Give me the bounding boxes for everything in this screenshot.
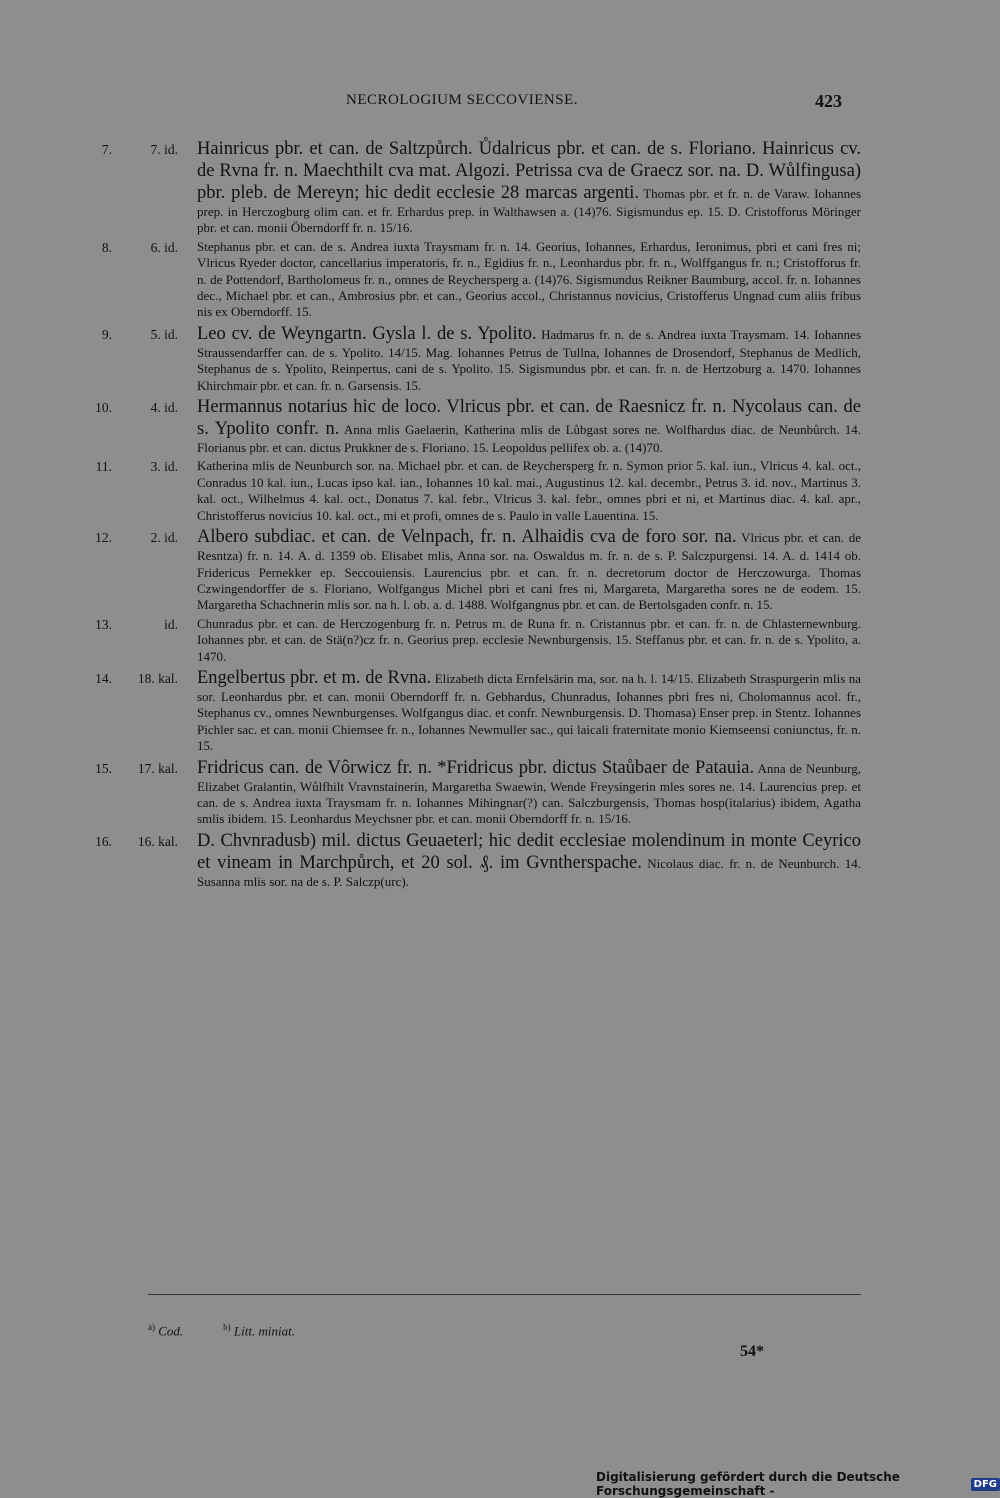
entry-body [197,239,861,321]
entry-date: 2. id. [150,530,178,546]
entry-number: 9. [101,326,112,342]
entry-body [197,830,861,890]
entry-main-text: Hainricus pbr. et can. de Saltzpůrch. Ůdalricus pbr. et can. de s. Floriano. Hainricus cv. de Rvna fr. n. Maechthilt cva mat. Algozi. Petrissa cva de Graecz sor. na. D. Wůlfingusa) pbr. pleb. de Mereyn; hic dedit ecclesie 28 marcas argenti. [197,139,861,203]
necrology-entry [0,830,1000,890]
entry-body [197,458,861,524]
entry-date: 4. id. [150,400,178,416]
entry-additions-text: Chunradus pbr. et can. de Herczogenburg fr. n. Petrus m. de Runa fr. n. Cristannus pbr. et can. fr. n. de Chlasternewnburg. Iohannes pbr. et can. de Stä(n?)cz fr. n. Georius prep. ecclesie Newnburgensis. 15. Steffanus pbr. et can. fr. n. de s. Ypolito, a. 1470. [197,615,861,664]
footnotes [148,1322,648,1339]
entry-number: 12. [95,530,112,546]
footnote-mark: b) [223,1322,231,1332]
entry-number: 7. [101,142,112,157]
entry-number: 15. [95,760,112,776]
entry-main-text: Engelbertus pbr. et m. de Rvna. [197,667,432,688]
entry-body [197,323,861,394]
necrology-entry [0,667,1000,755]
footnote-text: Litt. miniat. [233,1323,295,1339]
entry-body [197,396,861,456]
entry-number: 16. [95,833,112,849]
entry-date: 18. kal. [137,670,178,686]
necrology-entry [0,526,1000,614]
sheet-signature: 54* [740,1343,764,1360]
entry-date: 7. id. [150,142,178,157]
entry-additions-text: Katherina mlis de Neunburch sor. na. Michael pbr. et can. de Reychersperg fr. n. Symon prior 5. kal. iun., Vlricus 4. kal. oct., Conradus 10 kal. iun., Lucas ipso kal. ian., Iohannes 10 kal. mai., Augustinus 12. kal. decembr., Petrus 3. id. nov., Martinus 3. kal. oct., Wilhelmus 4. kal. oct., Donatus 7. kal. febr., Vlricus 3. kal. febr., omnes pbri et ni, et Martinus diac. 4. kal. apr., Christofferus novicius 10. kal. oct., mi et profi, omnes de s. Paulo in valle Lauentina. 15. [197,458,861,523]
entry-date: 5. id. [150,326,178,342]
running-title: NECROLOGIUM SECCOVIENSE. [346,92,579,108]
entry-body [197,616,861,665]
entry-number: 11. [95,459,112,475]
entry-body [197,757,861,828]
entry-number: 14. [95,670,112,686]
footnote [223,1322,295,1339]
entry-additions-text: Anna mlis Gaelaerin, Katherina mlis de Lůbgast sores ne. Wolfhardus diac. de Neunbůrch. 14. Florianus pbr. et can. dictus Prukkner de s. Floriano. 15. Leopoldus pellifex ob. a. (14)70. [197,422,861,456]
necrology-entry [0,757,1000,828]
necrology-entry [0,396,1000,456]
page-header [0,92,1000,116]
page-number: 423 [815,91,842,111]
entry-additions-text: Vlricus pbr. et can. de Resntza) fr. n. 14. A. d. 1359 ob. Elisabet mlis, Anna sor. na. Oswaldus m. fr. n. de s. P. Salczpurgensi. 14. A. d. 1414 ob. Fridericus Pernekker ep. Seccouiensis. Laurencius pbr. et can. fr. n. decretorum doctor de Herczowurga. Thomas Czwingendorffer de s. Floriano, Wolfgangus Michel pbri et cani fres ni, Margareta, Margaretha sores ne de eodem. 15. Margaretha Schachnerin mlis sor. na h. l. ob. a. d. 1488. Wolfgangnus pbr. et can. de Bertolsgaden confr. n. 15. [197,530,862,613]
footnote-text: Cod. [158,1323,184,1339]
entry-number: 13. [95,616,112,632]
entry-main-text: Albero subdiac. et can. de Velnpach, fr. n. Alhaidis cva de foro sor. na. [197,527,737,548]
necrology-entry [0,138,1000,237]
entry-date: id. [164,616,178,632]
digitization-note: Digitalisierung gefördert durch die Deutsche Forschungsgemeinschaft - [596,1470,900,1498]
entry-main-text: Hermannus notarius hic de loco. Vlricus pbr. et can. de Raesnicz fr. n. Nycolaus can. de s. Ypolito confr. n. [197,397,861,440]
necrology-entries [0,138,1000,892]
entry-body [197,526,861,614]
entry-additions-text: Hadmarus fr. n. de s. Andrea iuxta Traysmam. 14. Iohannes Straussendarffer can. de s. Ypolito. 14/15. Mag. Iohannes Petrus de Tullna, Iohannes de Drosendorf, Stephanus de Medlich, Stephanus de s. Ypolito, Reinpertus, cani de s. Ypolito. 15. Sigismundus pbr. et can. fr. n. de Hertzoburg a. 1470. Iohannes Khirchmair pbr. et can. fr. n. Garsensis. 15. [197,326,861,393]
entry-main-text: Fridricus can. de Vôrwicz fr. n. *Fridricus pbr. dictus Staůbaer de Patauia. [197,757,755,778]
necrology-entry [0,239,1000,321]
necrology-entry [0,616,1000,665]
necrology-entry [0,323,1000,394]
entry-date: 17. kal. [137,760,178,776]
entry-date: 6. id. [150,239,178,255]
entry-additions-text: Anna de Neunburg, Elizabet Gralantin, Wůlfhilt Vravnstainerin, Margaretha Swaewin, Wende Freysingerin mles sores ne. 14. Laurencius prep. et can. de s. Andrea iuxta Traysmam fr. n. Iohannes Mihingnar(?) can. Salczburgensis, Thomas hosp(italarius) ibidem, Agatha smlis ibidem. 15. Leonhardus Meychsner pbr. et can. monii Oberndorff fr. n. 15/16. [197,760,861,827]
entry-main-text: D. Chvnradusb) mil. dictus Geuaeterl; hic dedit ecclesiae molendinum in monte Ceyrico et vineam in Marchpůrch, et 20 sol. ₰. im Gvntherspache. [197,830,861,873]
entry-date: 16. kal. [137,833,178,849]
entry-additions-text: Elizabeth dicta Ernfelsärin ma, sor. na h. l. 14/15. Elizabeth Straspurgerin mlis na sor. Leonhardus pbr. et can. monii Oberndorff fr. n. Gebhardus, Chunradus, Iohannes pbri fres ni, Cholomannus acol. fr., Stephanus cv., omnes Newnburgenses. Wolfgangus diac. et confr. Newnburgensis. D. Thomasa) Enser prep. in Stentz. Iohannes Pichler sac. et can. monii Chiemsee fr. n., Iohannes Newmuller sac., qui laicali fraternitate monio Kiemseensi coniunctus, fr. n. 15. [197,670,861,754]
necrology-entry [0,458,1000,524]
entry-body [197,138,861,237]
digitization-credit [596,1470,1000,1498]
entry-date: 3. id. [150,459,178,475]
dfg-logo: DFG [971,1478,1000,1491]
entry-additions-text: Nicolaus diac. fr. n. de Neunburch. 14. Susanna mlis sor. na de s. P. Salczp(urc). [197,855,861,889]
footnote-divider [148,1294,861,1295]
entry-additions-text: Stephanus pbr. et can. de s. Andrea iuxta Traysmam fr. n. 14. Georius, Iohannes, Erhardus, Ieronimus, pbri et cani fres ni; Vlricus Ryeder doctor, cancellarius imperatoris, fr. n., Egidius fr. n., Leonhardus pbr. fr. n., Wolffgangus fr. n.; Cristofforus fr. n. de Pottendorf, Bartholomeus fr. n., omnes de Reychersperg a. (14)76. Sigismundus Reikner Baumburg, accol. fr. n. Iohannes dec., Michael pbr. et can., Ambrosius pbr. et can., Georius accol., Christannus novicius, Cristofferus Ungnad cum aliis fribus nis ex Oberndorff. 15. [197,238,861,320]
entry-number: 8. [101,239,112,255]
entry-main-text: Leo cv. de Weyngartn. Gysla l. de s. Ypolito. [197,323,537,344]
entry-body [197,667,861,755]
entry-number: 10. [95,400,112,416]
entry-additions-text: Thomas pbr. et fr. n. de Varaw. Iohannes prep. in Herczogburg olim can. et fr. Erhardus prep. in Walthawsen a. (14)76. Sigismundus ep. 15. D. Cristofforus Möringer pbr. et can. monii Öberndorff fr. n. 15/16. [197,186,862,236]
footnote [148,1322,183,1339]
footnote-mark: a) [148,1322,155,1332]
